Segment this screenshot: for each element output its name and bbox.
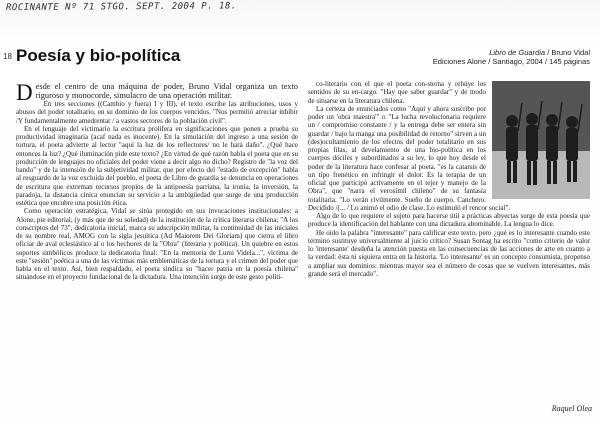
paragraph: Como operación estratégica, Vidal se sitúa protegido en sus invocaciones institucionales: a Alone, pie editorial, (y más que de su soledad) de la institución de la crítica literaria chilena; "A los conscriptos del 73", dedicatoria inicial, marca su adscripción militar, la continuidad de las iniciales de su nombre real, AMOG con la sigla jesuítica (Ad Maiorem Dei Gloriam) que cierra el libro oficiar de aval eclesiástico al o los hechores de la "Obra" (literaria y política). Un quiebre en estos soportes simbólicos produce la dedicatoria final: "En la memoria de Lumi Videla...", víctima de este "sesión" poética a una de las víctimas más emblemáticas de la tortura y el crimen del poder que habla en el texto. Así, bien respaldado, el poeta sindica su "hacer patria en la poesía chilena" situándose en el proyecto fundacional de la dictadura. Una intención surge de este gesto políti- (16, 207, 298, 282)
article-column-left (16, 82, 298, 418)
book-author: Bruno Vidal (551, 48, 590, 57)
book-info (335, 48, 590, 66)
paragraph: La certeza de enunciados como "Aquí y ahora suscribo por poder un 'obra maestra'" o "La lucha revolucionaria requiere un / compromiso constante / y la entrega debe ser entera sin guardar / bajo la manga una posibilidad de retorno" sirven a un (des)ocultamiento de los efectos del poder totalitario en sus propias filas, al develamiento de una bio-política en los cuerpos dóciles y subordinados a su ley, lo que hoy desde el poder de la literatura hace confesar al poeta. "es la catarsis de un tipo frenético en infringir el dolor. Es la terapia de un oficial que participó activamente en el tejer y manejo de la Obra", que "narra el verosímil chileno" de su fantasía totalitaria. "Lo verán civilmente. Sueño de cuerpo. Canchero. Decidido /(... / Lo animó el odio de clase. Lo estimuló el rencor social". (308, 104, 511, 212)
article-column-right (308, 80, 590, 420)
page-number: 18 (3, 52, 12, 61)
book-title: Libro de Guardia (489, 48, 546, 57)
book-publisher-line: Ediciones Alone / Santiago, 2004 / 145 páginas (432, 57, 590, 66)
soldiers-photo-icon (492, 81, 590, 199)
lead-paragraph (16, 82, 298, 105)
handwritten-header-note: ROCINANTE Nº 71 STGO. SEPT. 2004 P. 18. (5, 1, 237, 14)
paragraph: En tres secciones ((Cambio y fuera) I y III), el texto escribe las atribuciones, usos y abusos del poder totalitario, en su dominio de los cuerpos vencidos. "Nos permitió arreciar inhibir /Y fundamentalmente amedrentar / a vastos sectores de la población civil". (16, 100, 298, 125)
dropcap: D (16, 82, 33, 105)
paragraph: En el lenguaje del victimario la escritura prolifera en significaciones que ponen a prueba su productividad imaginaria (acaf nada es inocente). En la simulación del ingreso a una sesión de tortura, el poeta advierte al lector "aquí la luz de los reflectores/ no le hará daño". ¿Qué hace entonces la luz? ¿Qué iluminación pide este texto? ¿En virtud de qué razón habla el poeta que en su producción de lenguajes no oficiales del poder viene a decir algo no dicho? Registro de "la voz del bando" y de la intensión de la subjetividad militar, que por efecto del "estado de excepción" habla al resguardo de la voz excluida del pueblo, el poeta de Libro de guardia se denuncia en operaciones de escritura que extreman recursos propios de la antipoesía parriana, la ironía, la inversión, la paradoja, la distancia cínica enuncian su servicio a la ambigüedad que surge de una producción estética que encubre una posición ética. (16, 124, 298, 207)
paragraph: Algo de lo que requiere el sujeto para hacerse útil a prácticas abyectas surge de esta poesía que produce la identificación del hablante con una dictadura abominable. La lengua lo dice. (308, 212, 590, 229)
paragraph: co-literario con el que el poeta con-sterna y rehúye los sentidos de su en-cargo. "Hay que saber guardar" y de modo de situarse en la literatura chilena. (308, 80, 486, 105)
book-separator: / (547, 48, 552, 57)
soldiers-illustration (492, 81, 590, 199)
lead-text: esde el centro de una máquina de poder, Bruno Vidal organiza un texto riguroso y monocorde, simulacro de una operación militar. (35, 82, 298, 100)
article-title: Poesía y bio-política (16, 46, 181, 65)
paragraph: He oído la palabra "interesante" para calificar este texto, pero ¿qué es lo interesante cuando este término sustituye universalmente al juicio crítico? Susan Sontag ha escrito "como criterio de valor lo 'interesante' desdeña la atención puesta en las consecuencias de las acciones de arte en cuanto a la verdad: ésta ni siquiera entra en la historia. 'Lo interesante' es un concepto consumista, propenso a ampliar sus dominios: mientras mayor sea el número de cosas que se vuelven interesantes, más grande será el mercado". (308, 228, 590, 278)
author-signature: Raquel Olea (551, 404, 592, 413)
